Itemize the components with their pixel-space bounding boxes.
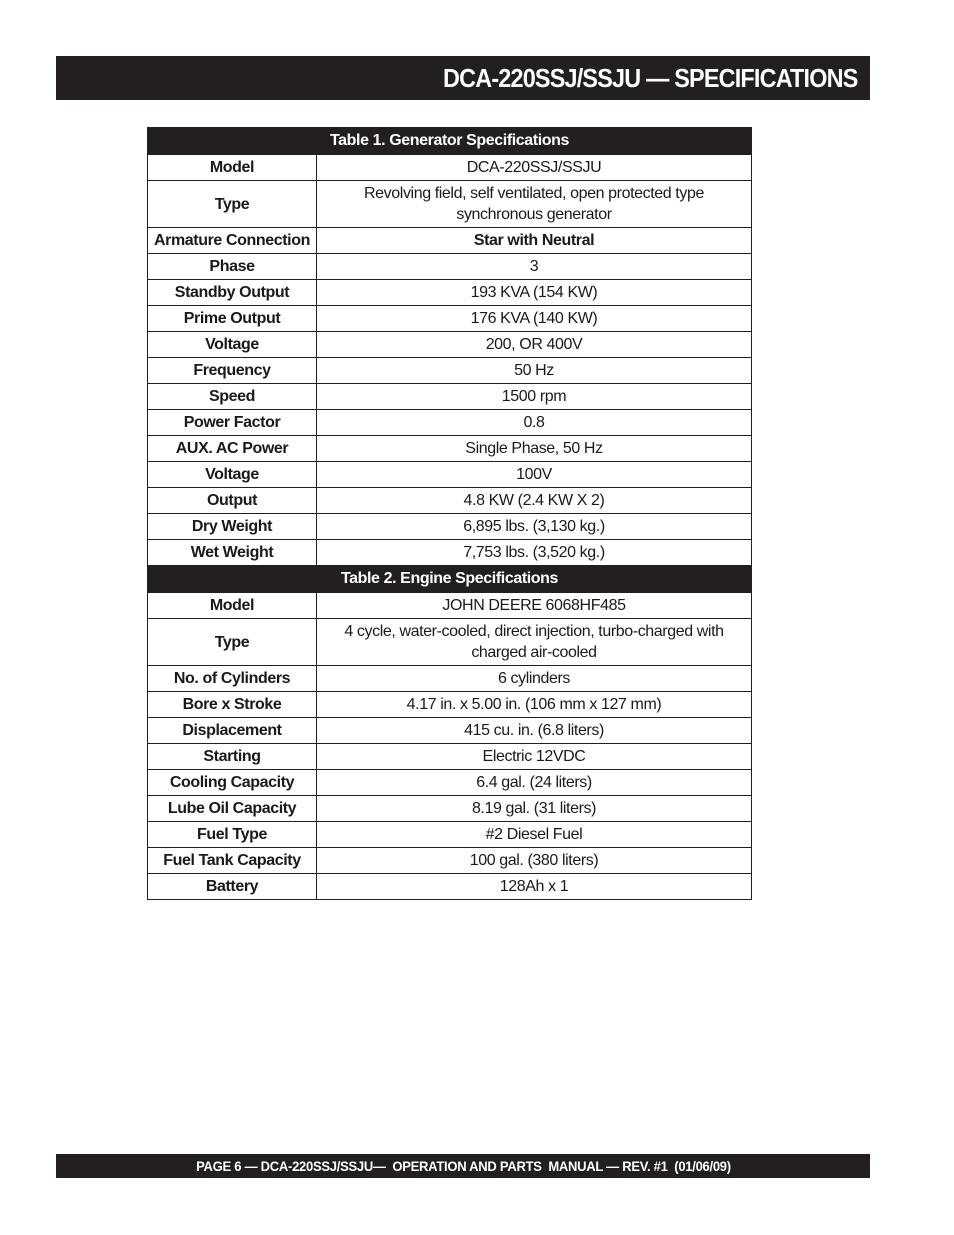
table-row [148,228,752,254]
spec-label: AUX. AC Power [148,436,317,462]
page-header-bar [56,56,870,100]
spec-value: 200, OR 400V [317,332,752,358]
table-row [148,540,752,566]
table-row [148,462,752,488]
page-footer-bar [56,1154,870,1178]
spec-label: Lube Oil Capacity [148,796,317,822]
table-row [148,619,752,666]
table-row [148,593,752,619]
spec-label: Armature Connection [148,228,317,254]
spec-value: 100V [317,462,752,488]
spec-label: Voltage [148,462,317,488]
table-row [148,848,752,874]
table-row [148,822,752,848]
spec-value: 1500 rpm [317,384,752,410]
spec-label: Phase [148,254,317,280]
table-row [148,666,752,692]
generator-table-caption: Table 1. Generator Specifications [148,128,752,155]
spec-label: Cooling Capacity [148,770,317,796]
spec-label: Type [148,619,317,666]
engine-table-caption: Table 2. Engine Specifications [148,566,752,593]
spec-value: 7,753 lbs. (3,520 kg.) [317,540,752,566]
table-row [148,410,752,436]
page-title: DCA-220SSJ/SSJU — SPECIFICATIONS [443,62,858,93]
table-row [148,358,752,384]
spec-label: Standby Output [148,280,317,306]
spec-label: Wet Weight [148,540,317,566]
spec-label: Displacement [148,718,317,744]
table-row [148,770,752,796]
table-row [148,436,752,462]
specifications-table [147,127,752,900]
table-row [148,796,752,822]
spec-value: Electric 12VDC [317,744,752,770]
table-row [148,155,752,181]
spec-value: 4.17 in. x 5.00 in. (106 mm x 127 mm) [317,692,752,718]
spec-value: 0.8 [317,410,752,436]
spec-value: 176 KVA (140 KW) [317,306,752,332]
spec-label: No. of Cylinders [148,666,317,692]
spec-value: 415 cu. in. (6.8 liters) [317,718,752,744]
table-row [148,744,752,770]
table-row [148,280,752,306]
spec-value: Single Phase, 50 Hz [317,436,752,462]
table-row [148,181,752,228]
spec-label: Frequency [148,358,317,384]
spec-label: Fuel Type [148,822,317,848]
spec-label: Fuel Tank Capacity [148,848,317,874]
spec-value: 6.4 gal. (24 liters) [317,770,752,796]
spec-label: Output [148,488,317,514]
table-row [148,514,752,540]
spec-label: Model [148,155,317,181]
spec-label: Prime Output [148,306,317,332]
spec-label: Starting [148,744,317,770]
spec-value: 4 cycle, water-cooled, direct injection, turbo-charged with charged air-cooled [317,619,752,666]
spec-value: 8.19 gal. (31 liters) [317,796,752,822]
spec-value: 3 [317,254,752,280]
table-row [148,254,752,280]
spec-value: 193 KVA (154 KW) [317,280,752,306]
spec-value: 128Ah x 1 [317,874,752,900]
table-row [148,874,752,900]
spec-label: Dry Weight [148,514,317,540]
table-row [148,332,752,358]
table-row [148,718,752,744]
generator-table-caption-row [148,128,752,155]
spec-label: Battery [148,874,317,900]
footer-text: PAGE 6 — DCA-220SSJ/SSJU— OPERATION AND PARTS MANUAL — REV. #1 (01/06/09) [195,1158,731,1174]
spec-value: DCA-220SSJ/SSJU [317,155,752,181]
table-row [148,384,752,410]
table-row [148,692,752,718]
spec-value: #2 Diesel Fuel [317,822,752,848]
table-row [148,488,752,514]
spec-value: 6,895 lbs. (3,130 kg.) [317,514,752,540]
spec-value: 50 Hz [317,358,752,384]
spec-value: 4.8 KW (2.4 KW X 2) [317,488,752,514]
spec-value: Revolving field, self ventilated, open protected type synchronous generator [317,181,752,228]
spec-label: Type [148,181,317,228]
spec-value: 100 gal. (380 liters) [317,848,752,874]
engine-table-caption-row [148,566,752,593]
spec-label: Power Factor [148,410,317,436]
spec-label: Bore x Stroke [148,692,317,718]
spec-label: Model [148,593,317,619]
spec-label: Voltage [148,332,317,358]
spec-value: JOHN DEERE 6068HF485 [317,593,752,619]
spec-label: Speed [148,384,317,410]
spec-value: Star with Neutral [317,228,752,254]
table-row [148,306,752,332]
spec-value: 6 cylinders [317,666,752,692]
